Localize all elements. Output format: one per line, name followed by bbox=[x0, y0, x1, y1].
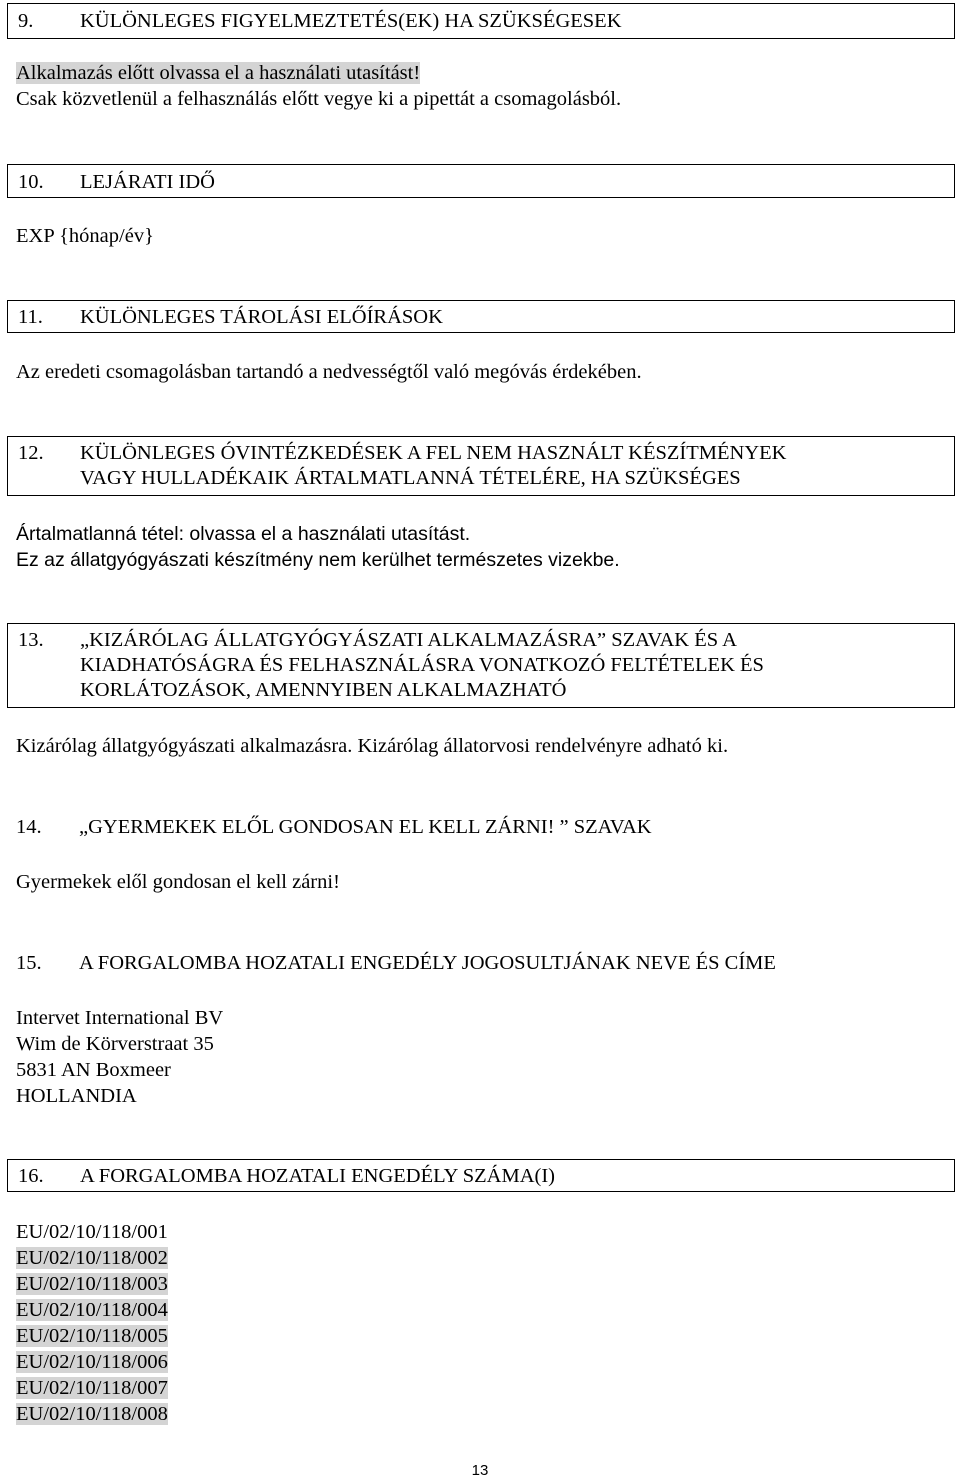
section-9-text bbox=[16, 60, 621, 112]
section-12-header bbox=[7, 436, 955, 496]
text-line: EU/02/10/118/003 bbox=[16, 1273, 168, 1295]
section-title: KÜLÖNLEGES TÁROLÁSI ELŐÍRÁSOK bbox=[80, 306, 443, 328]
section-number: 13. bbox=[18, 629, 44, 651]
section-14-header bbox=[7, 811, 955, 845]
section-number: 12. bbox=[18, 442, 44, 464]
text-line: EU/02/10/118/002 bbox=[16, 1247, 168, 1269]
text-line: EU/02/10/118/005 bbox=[16, 1325, 168, 1347]
section-number: 14. bbox=[16, 816, 42, 838]
section-title-line: KIADHATÓSÁGRA ÉS FELHASZNÁLÁSRA VONATKOZÓ FELTÉTELEK ÉS bbox=[80, 654, 764, 676]
section-14-text bbox=[16, 869, 340, 895]
text-line: HOLLANDIA bbox=[16, 1085, 137, 1107]
section-title-line: KORLÁTOZÁSOK, AMENNYIBEN ALKALMAZHATÓ bbox=[80, 679, 567, 701]
section-title: KÜLÖNLEGES FIGYELMEZTETÉS(EK) HA SZÜKSÉGESEK bbox=[80, 10, 622, 32]
text-line: Alkalmazás előtt olvassa el a használati utasítást! bbox=[16, 62, 421, 84]
section-title: LEJÁRATI IDŐ bbox=[80, 171, 215, 193]
section-title-line: KÜLÖNLEGES ÓVINTÉZKEDÉSEK A FEL NEM HASZNÁLT KÉSZÍTMÉNYEK bbox=[80, 442, 787, 464]
section-10-text bbox=[16, 223, 154, 249]
section-16-header bbox=[7, 1159, 955, 1192]
section-number: 16. bbox=[18, 1165, 44, 1187]
section-title-line: „KIZÁRÓLAG ÁLLATGYÓGYÁSZATI ALKALMAZÁSRA” SZAVAK ÉS A bbox=[80, 629, 737, 651]
text-line: Ez az állatgyógyászati készítmény nem kerülhet természetes vizekbe. bbox=[16, 549, 620, 571]
section-number: 10. bbox=[18, 171, 44, 193]
text-line: EU/02/10/118/007 bbox=[16, 1377, 168, 1399]
text-line: EU/02/10/118/008 bbox=[16, 1403, 168, 1425]
section-13-text bbox=[16, 733, 728, 759]
section-11-text bbox=[16, 359, 642, 385]
text-line: Wim de Körverstraat 35 bbox=[16, 1033, 214, 1055]
text-line: Ártalmatlanná tétel: olvassa el a használati utasítást. bbox=[16, 523, 471, 545]
text-line: Kizárólag állatgyógyászati alkalmazásra. Kizárólag állatorvosi rendelvényre adható ki. bbox=[16, 735, 729, 757]
text-line: Az eredeti csomagolásban tartandó a nedvességtől való megóvás érdekében. bbox=[16, 361, 642, 383]
section-number: 15. bbox=[16, 952, 42, 974]
text-line: EU/02/10/118/001 bbox=[16, 1221, 168, 1243]
section-16-text bbox=[16, 1219, 168, 1427]
section-15-text bbox=[16, 1005, 223, 1109]
section-title-line: VAGY HULLADÉKAIK ÁRTALMATLANNÁ TÉTELÉRE, HA SZÜKSÉGES bbox=[80, 467, 741, 489]
text-line: EU/02/10/118/004 bbox=[16, 1299, 168, 1321]
text-line: EXP {hónap/év} bbox=[16, 225, 154, 247]
section-title: A FORGALOMBA HOZATALI ENGEDÉLY JOGOSULTJÁNAK NEVE ÉS CÍME bbox=[79, 952, 776, 974]
section-title: A FORGALOMBA HOZATALI ENGEDÉLY SZÁMA(I) bbox=[80, 1165, 555, 1187]
section-13-header bbox=[7, 623, 955, 708]
text-line: Csak közvetlenül a felhasználás előtt vegye ki a pipettát a csomagolásból. bbox=[16, 88, 622, 110]
section-15-header bbox=[7, 947, 955, 981]
section-title: „GYERMEKEK ELŐL GONDOSAN EL KELL ZÁRNI! ” SZAVAK bbox=[79, 816, 652, 838]
section-11-header bbox=[7, 300, 955, 333]
text-line: EU/02/10/118/006 bbox=[16, 1351, 168, 1373]
text-line: 5831 AN Boxmeer bbox=[16, 1059, 171, 1081]
page-number: 13 bbox=[471, 1462, 489, 1479]
section-12-text bbox=[16, 521, 620, 573]
text-line: Gyermekek elől gondosan el kell zárni! bbox=[16, 871, 340, 893]
section-9-header bbox=[7, 3, 955, 39]
section-10-header bbox=[7, 164, 955, 198]
text-line: Intervet International BV bbox=[16, 1007, 224, 1029]
section-number: 9. bbox=[18, 10, 34, 32]
section-number: 11. bbox=[18, 306, 43, 328]
